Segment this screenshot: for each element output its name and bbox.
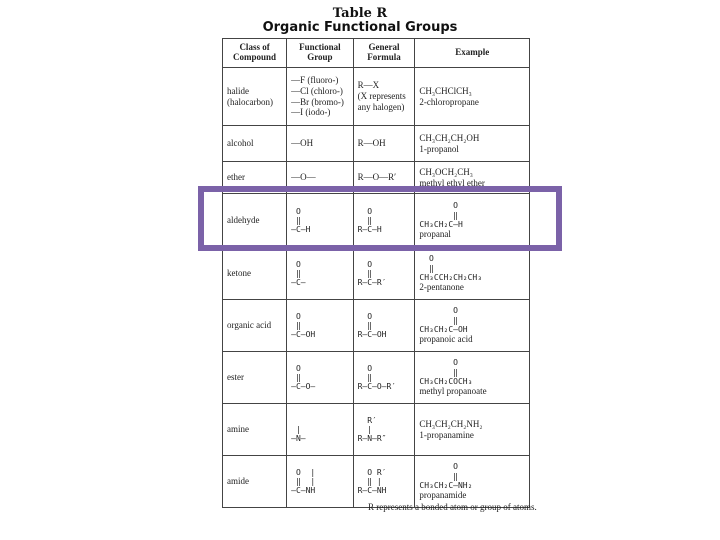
- example-cell: [415, 248, 530, 300]
- formula-cell: R—O—R′: [353, 162, 415, 194]
- example-cell: [415, 456, 530, 508]
- class-cell: halide (halocarbon): [223, 68, 287, 126]
- group-cell: O ‖ —C—: [287, 248, 353, 300]
- example-formula: O ‖ CH₃CH₂C—OH: [419, 306, 468, 334]
- header-general-formula: General Formula: [353, 39, 415, 68]
- formula-cell: O ‖ R—C—H: [353, 194, 415, 248]
- example-name: propanoic acid: [419, 333, 473, 344]
- example-name: methyl propanoate: [419, 385, 487, 396]
- header-functional-group: Functional Group: [287, 39, 353, 68]
- example-cell: [415, 68, 530, 126]
- example-formula: O ‖ CH₃CH₂COCH₃: [419, 358, 473, 386]
- example-name: methyl ethyl ether: [419, 177, 485, 188]
- group-cell: O | ‖ | —C—NH: [287, 456, 353, 508]
- class-cell: organic acid: [223, 300, 287, 352]
- example-cell: [415, 300, 530, 352]
- example-cell: [415, 352, 530, 404]
- group-cell: —O—: [287, 162, 353, 194]
- example-formula: O ‖ CH₃CCH₂CH₂CH₃: [419, 254, 483, 282]
- group-cell: —OH: [287, 126, 353, 162]
- formula-cell: R—X (X represents any halogen): [353, 68, 415, 126]
- example-cell: [415, 404, 530, 456]
- table-row: [223, 126, 530, 162]
- example-formula: CH₃OCH₂CH₃: [419, 166, 473, 177]
- example-formula: CH₃CH₂CH₂NH₂: [419, 418, 483, 429]
- table-subtitle: Organic Functional Groups: [262, 20, 458, 35]
- formula-cell: O ‖ R—C—OH: [353, 300, 415, 352]
- example-formula: CH₃CH₂CH₂OH: [419, 132, 480, 143]
- group-cell: —F (fluoro-) —Cl (chloro-) —Br (bromo-) —I (iodo-): [287, 68, 353, 126]
- class-cell: aldehyde: [223, 194, 287, 248]
- formula-cell: R′ | R—N—R″: [353, 404, 415, 456]
- formula-cell: O R′ ‖ | R—C—NH: [353, 456, 415, 508]
- class-cell: ketone: [223, 248, 287, 300]
- table-title: Table R: [332, 6, 388, 21]
- group-cell: O ‖ —C—O—: [287, 352, 353, 404]
- table-row: [223, 248, 530, 300]
- footnote: R represents a bonded atom or group of atoms.: [368, 502, 537, 512]
- example-name: 2-chloropropane: [419, 96, 479, 107]
- class-cell: amide: [223, 456, 287, 508]
- formula-cell: O ‖ R—C—R′: [353, 248, 415, 300]
- header-class: Class of Compound: [223, 39, 287, 68]
- table-row: [223, 352, 530, 404]
- example-name: propanal: [419, 228, 451, 239]
- class-cell: ether: [223, 162, 287, 194]
- example-cell: [415, 126, 530, 162]
- table-row: [223, 300, 530, 352]
- example-name: propanamide: [419, 489, 467, 500]
- group-cell: O ‖ —C—OH: [287, 300, 353, 352]
- header-row: [223, 39, 530, 68]
- aldehyde-highlight-box: [198, 186, 562, 251]
- formula-cell: R—OH: [353, 126, 415, 162]
- table-row: [223, 456, 530, 508]
- example-name: 2-pentanone: [419, 281, 464, 292]
- example-formula: O ‖ CH₃CH₂C—NH₂: [419, 462, 473, 490]
- class-cell: alcohol: [223, 126, 287, 162]
- example-formula: O ‖ CH₃CH₂C—H: [419, 201, 463, 229]
- class-cell: ester: [223, 352, 287, 404]
- example-name: 1-propanamine: [419, 429, 474, 440]
- functional-groups-table: [222, 38, 530, 508]
- table-row: [223, 68, 530, 126]
- class-cell: amine: [223, 404, 287, 456]
- formula-cell: O ‖ R—C—O—R′: [353, 352, 415, 404]
- example-formula: CH₃CHClCH₃: [419, 85, 472, 96]
- table-row: [223, 404, 530, 456]
- header-example: Example: [415, 39, 530, 68]
- group-cell: | —N—: [287, 404, 353, 456]
- example-name: 1-propanol: [419, 143, 459, 154]
- group-cell: O ‖ —C—H: [287, 194, 353, 248]
